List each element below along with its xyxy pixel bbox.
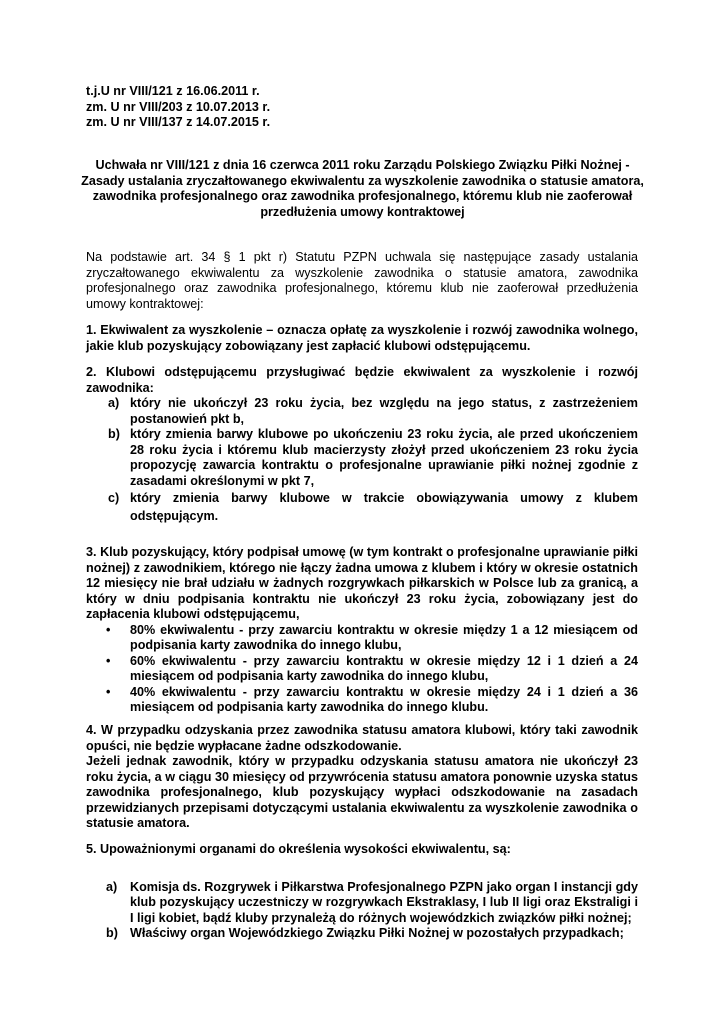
amendment-line: t.j.U nr VIII/121 z 16.06.2011 r. (86, 84, 260, 98)
section-3-list (86, 623, 638, 716)
list-item-text: który zmienia barwy klubowe w trakcie obowiązywania umowy z klubem odstępującym. (130, 491, 638, 523)
section-3 (86, 545, 638, 716)
resolution-title: Uchwała nr VIII/121 z dnia 16 czerwca 2011 roku Zarządu Polskiego Związku Piłki Nożnej - Zasady ustalania zryczałtowanego ekwiwalentu za wyszkolenie zawodnika o statusie amatora, zawodnika profesjonalnego oraz zawodnika profesjonalnego, któremu klub nie zaoferował przedłużenia umowy kontraktowej (81, 158, 644, 219)
list-marker: b) (108, 427, 120, 441)
list-marker: a) (108, 396, 120, 410)
list-item (86, 623, 638, 654)
list-item (86, 926, 638, 942)
intro-paragraph: Na podstawie art. 34 § 1 pkt r) Statutu PZPN uchwala się następujące zasady ustalania zryczałtowanego ekwiwalentu za wyszkolenie zawodnika o statusie amatora, zawodnika profesjonalnego oraz zawodnika profesjonalnego, któremu klub nie zaoferował przedłużenia umowy kontraktowej: (86, 250, 638, 311)
list-item-text: 60% ekwiwalentu - przy zawarciu kontraktu w okresie między 12 i 1 dzień a 24 miesiącem od podpisania karty zawodnika do innego klubu, (130, 653, 638, 683)
section-2-list (86, 396, 638, 525)
bullet-icon: • (106, 684, 111, 699)
section-4 (86, 723, 638, 832)
list-item (86, 489, 638, 525)
bullet-icon: • (106, 653, 111, 668)
list-marker: b) (106, 926, 118, 940)
section-4-para-2: Jeżeli jednak zawodnik, który w przypadku odzyskania statusu amatora nie ukończył 23 roku życia, a w ciągu 30 miesięcy od przywrócenia statusu amatora ponownie uzyska status zawodnika profesjonalnego, klub pozyskujący wypłaci odszkodowanie na zasadach przewidzianych przepisami dotyczącymi ustalania ekwiwalentu za wyszkolenie zawodnika o statusie amatora. (86, 754, 638, 830)
list-marker: c) (108, 491, 120, 505)
section-5 (86, 842, 638, 942)
list-item-text: Właściwy organ Wojewódzkiego Związku Piłki Nożnej w pozostałych przypadkach; (130, 926, 624, 940)
section-2 (86, 365, 638, 525)
list-item-text: Komisja ds. Rozgrywek i Piłkarstwa Profesjonalnego PZPN jako organ I instancji gdy klub pozyskujący uczestniczy w rozgrywkach Ekstraklasy, I lub II ligi oraz Ekstraligi i I ligi kobiet, bądź kluby przynależą do różnych wojewódzkich związków piłki nożnej; (130, 879, 638, 925)
list-item (86, 654, 638, 685)
list-marker: a) (106, 879, 118, 894)
list-item-text: 40% ekwiwalentu - przy zawarciu kontraktu w okresie między 24 i 1 dzień a 36 miesiącem od podpisania karty zawodnika do innego klubu. (130, 684, 638, 714)
amendment-line: zm. U nr VIII/203 z 10.07.2013 r. (86, 99, 271, 114)
list-item (86, 427, 638, 489)
list-item-text: 80% ekwiwalentu - przy zawarciu kontraktu w okresie między 1 a 12 miesiącem od podpisania karty zawodnika do innego klubu, (130, 622, 638, 652)
list-item (86, 396, 638, 427)
section-5-list (86, 880, 638, 942)
list-item (86, 685, 638, 716)
bullet-icon: • (106, 622, 111, 637)
section-3-heading: 3. Klub pozyskujący, który podpisał umowę (w tym kontrakt o profesjonalne uprawianie piłki nożnej) z zawodnikiem, którego nie łączy żadna umowa z klubem i który w okresie ostatnich 12 miesięcy nie brał udziału w żadnych rozgrywkach piłkarskich w Polsce lub za granicą, a który w dniu podpisania kontraktu nie ukończył 23 roku życia, zobowiązany jest do zapłacenia klubowi odstępującemu, (86, 545, 638, 621)
section-1: 1. Ekwiwalent za wyszkolenie – oznacza opłatę za wyszkolenie i rozwój zawodnika wolnego, jakie klub pozyskujący zobowiązany jest zapłacić klubowi odstępującemu. (86, 323, 638, 353)
list-item-text: który zmienia barwy klubowe po ukończeniu 23 roku życia, ale przed ukończeniem 28 roku życia i któremu klub macierzysty złożył przed ukończeniem 23 roku życia propozycję zawarcia kontraktu o profesjonalne uprawianie piłki nożnej zgodnie z zasadami określonymi w pkt 7, (130, 427, 638, 488)
section-4-para-1: 4. W przypadku odzyskania przez zawodnika statusu amatora klubowi, który taki zawodnik opuści, nie będzie wypłacane żadne odszkodowanie. (86, 723, 638, 753)
amendment-line: zm. U nr VIII/137 z 14.07.2015 r. (86, 115, 271, 129)
section-5-heading: 5. Upoważnionymi organami do określenia wysokości ekwiwalentu, są: (86, 842, 511, 856)
list-item-text: który nie ukończył 23 roku życia, bez względu na jego status, z zastrzeżeniem postanowień pkt b, (130, 396, 638, 426)
section-2-heading: 2. Klubowi odstępującemu przysługiwać będzie ekwiwalent za wyszkolenie i rozwój zawodnika: (86, 365, 638, 395)
list-item (86, 880, 638, 927)
amendments-block (86, 84, 638, 131)
